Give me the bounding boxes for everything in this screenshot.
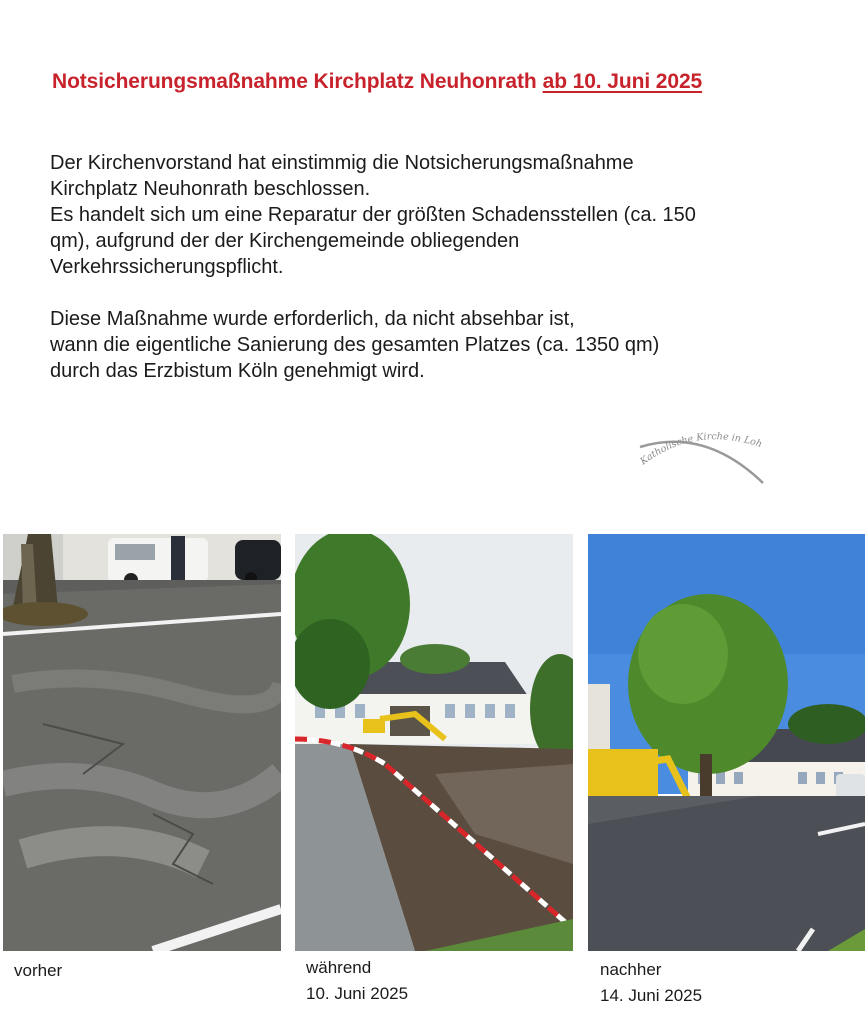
- caption-date: 10. Juni 2025: [306, 984, 409, 1003]
- document-title: [52, 70, 702, 94]
- body-text: [50, 150, 810, 410]
- caption-before: [14, 958, 62, 984]
- photo-before: [3, 534, 281, 951]
- text-line: Diese Maßnahme wurde erforderlich, da nicht absehbar ist,: [50, 308, 575, 330]
- paragraph-2: [50, 306, 810, 384]
- caption-after: [600, 957, 702, 1009]
- photo-after: [588, 534, 865, 951]
- caption-label: nachher: [600, 960, 662, 979]
- text-line: Es handelt sich um eine Reparatur der größten Schadensstellen (ca. 150: [50, 204, 696, 226]
- text-line: qm), aufgrund der der Kirchengemeinde obliegenden: [50, 230, 520, 252]
- caption-label: während: [306, 958, 372, 977]
- svg-text:Katholische Kirche in Lohmar: [635, 425, 763, 468]
- title-date: ab 10. Juni 2025: [542, 70, 703, 93]
- church-logo: [635, 425, 770, 495]
- text-line: durch das Erzbistum Köln genehmigt wird.: [50, 360, 425, 382]
- paragraph-1: [50, 150, 810, 280]
- caption-during: [306, 955, 408, 1007]
- photo-during: [295, 534, 573, 951]
- title-text: Notsicherungsmaßnahme Kirchplatz Neuhonrath: [52, 70, 537, 93]
- logo-text: Katholische Kirche in Loh: [638, 431, 764, 468]
- text-line: Der Kirchenvorstand hat einstimmig die Notsicherungsmaßnahme: [50, 152, 634, 174]
- caption-date: 14. Juni 2025: [600, 986, 703, 1005]
- caption-label: vorher: [14, 961, 63, 980]
- text-line: wann die eigentliche Sanierung des gesamten Platzes (ca. 1350 qm): [50, 334, 660, 356]
- text-line: Verkehrssicherungspflicht.: [50, 256, 284, 278]
- text-line: Kirchplatz Neuhonrath beschlossen.: [50, 178, 371, 200]
